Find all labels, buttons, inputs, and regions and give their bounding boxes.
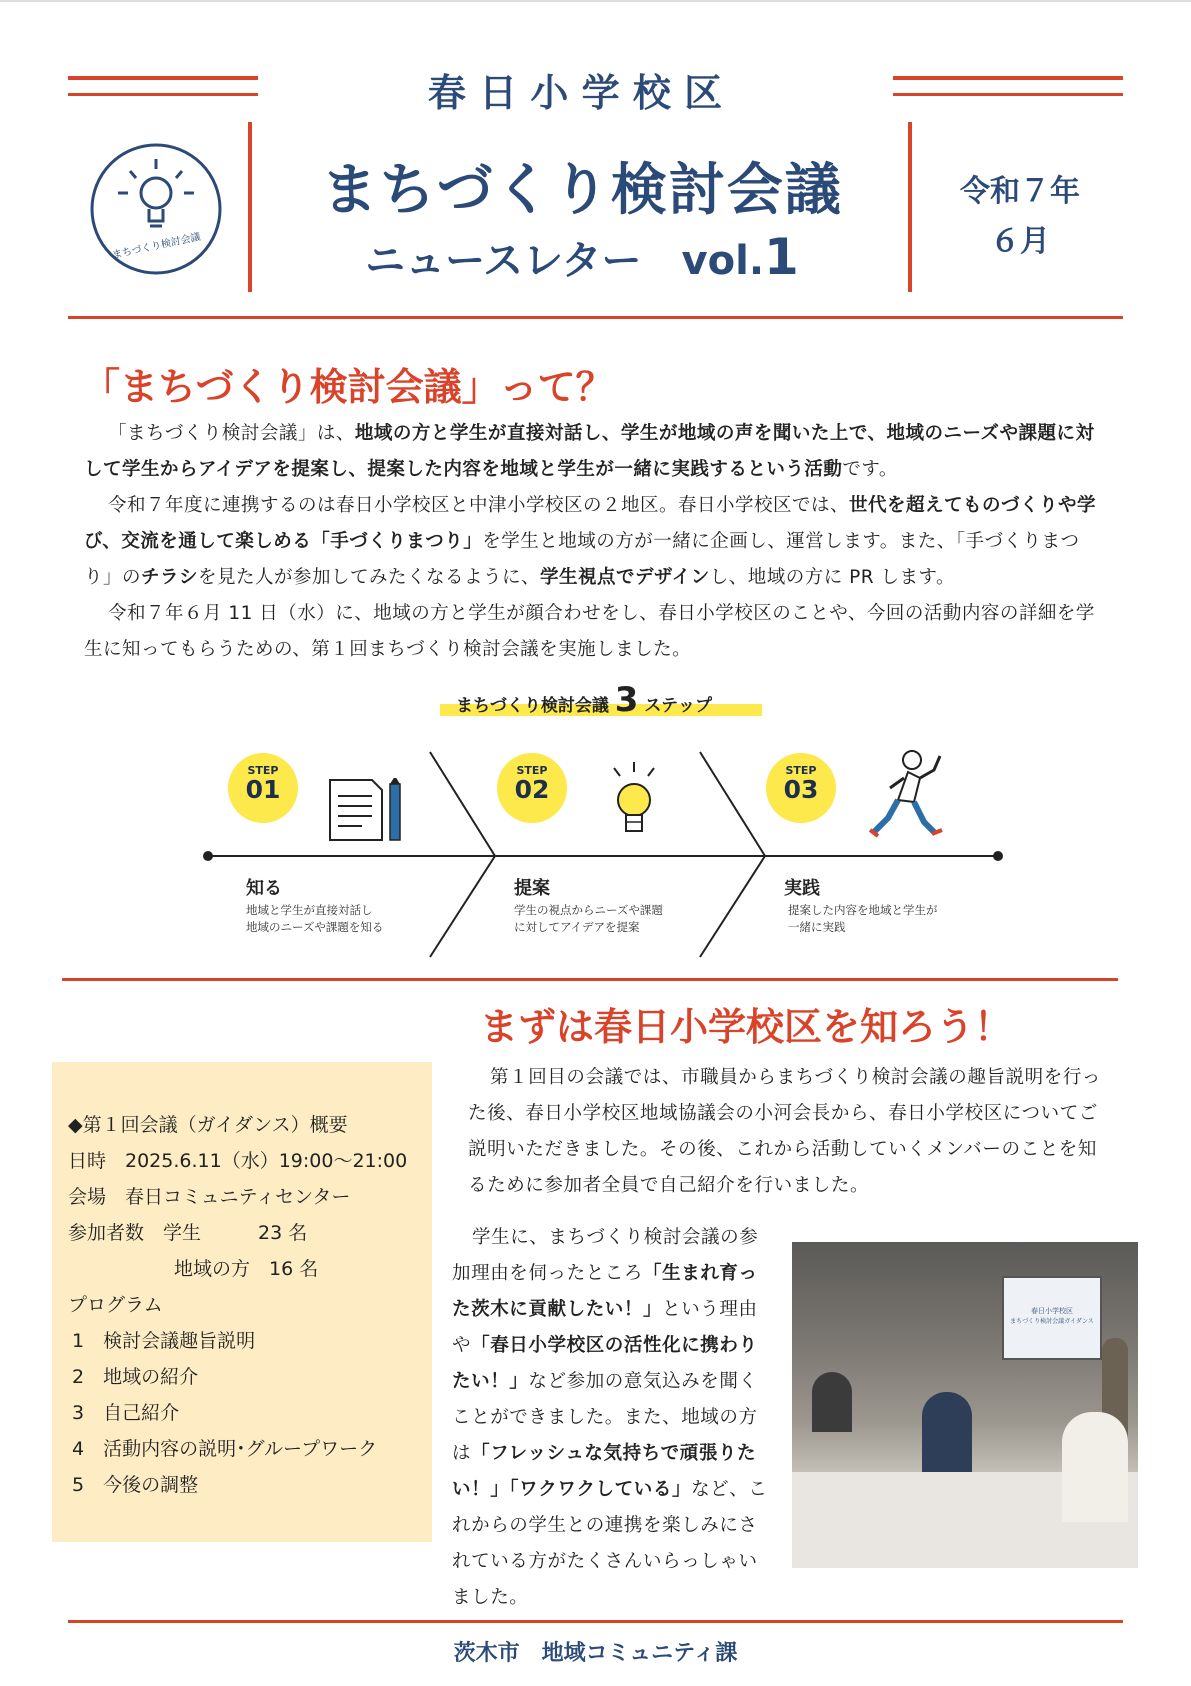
step-1-label: STEP (247, 764, 279, 777)
step-3-title: 実践 (784, 878, 820, 899)
step-1-desc-2: 地域のニーズや課題を知る (246, 920, 384, 934)
projector-screen (1002, 1276, 1102, 1360)
footer-rule (68, 1620, 1123, 1623)
step-3-desc-1: 提案した内容を地域と学生が (788, 903, 938, 917)
summary-venue: 会場 春日コミュニティセンター (68, 1186, 351, 1208)
step-1-number: 01 (245, 775, 281, 804)
step-3-desc-2: 一緒に実践 (788, 920, 846, 934)
s2p2-text-a: 学生に、まちづくり検討会議の参加理由を伺ったところ (452, 1227, 759, 1284)
header-divider-left (248, 122, 252, 292)
program-item-1: 1 検討会議趣旨説明 (72, 1330, 256, 1352)
newsletter-title (262, 228, 902, 286)
p1-text-a: 「まちづくり検討会議」は、 (108, 423, 355, 444)
issue-month: ６月 (990, 224, 1050, 259)
person-seated-1 (922, 1392, 972, 1472)
section1-paragraph-3: 令和７年６月 11 日（水）に、地域の方と学生が顔合わせをし、春日小学校区のことや、今回の活動内容の詳細を学生に知ってもらうための、第１回まちづくり検討会議を実施しました。 (84, 603, 1095, 660)
section-divider (62, 978, 1118, 981)
summary-participants-students: 参加者数 学生 23 名 (68, 1222, 308, 1244)
step-1-title: 知る (246, 878, 282, 899)
issue-year: 令和７年 (960, 174, 1080, 209)
person-seated-2 (1062, 1412, 1128, 1522)
step-3-number: 03 (783, 775, 819, 804)
section2-paragraph-2 (452, 1220, 772, 1616)
section1-heading: 「まちづくり検討会議」って？ (82, 365, 614, 409)
volume-number: 1 (764, 228, 799, 286)
logo (88, 141, 224, 277)
s2p2-text-g: など、これからの学生との連携を楽しみにされている方がたくさんいらっしゃいました。 (452, 1479, 768, 1608)
program-item-3: 3 自己紹介 (72, 1402, 180, 1424)
header-rule-left-1 (68, 76, 258, 80)
step-2-desc-1: 学生の視点からニーズや課題 (514, 903, 663, 917)
header-rule-left-2 (68, 93, 258, 96)
section2-heading: まずは春日小学校区を知ろう！ (480, 1005, 1013, 1049)
header-divider-right (908, 122, 912, 292)
p2-text-e: を見た人が参加してみたくなるように、 (198, 567, 541, 588)
lightbulb-icon (604, 760, 664, 844)
screen-line-1: 春日小学校区 (1031, 1307, 1073, 1315)
p2-text-g: し、地域の方に PR します。 (709, 567, 956, 588)
header-rule-right-2 (893, 93, 1123, 96)
program-item-5: 5 今後の調整 (72, 1474, 199, 1496)
header-bottom-rule (68, 316, 1123, 319)
banner-number: 3 (614, 680, 639, 720)
summary-title: ◆第１回会議（ガイダンス）概要 (68, 1114, 348, 1136)
logo-text: まちづくり検討会議 (111, 231, 202, 262)
meeting-photo (792, 1242, 1138, 1568)
running-person-icon (868, 748, 948, 848)
step-3-badge (766, 753, 836, 823)
top-border (0, 0, 1191, 2)
step-1-badge (228, 753, 298, 823)
p1-text-c: です。 (842, 459, 898, 480)
p2-text-bold-2: チラシ (141, 567, 199, 588)
step-2-number: 02 (514, 775, 550, 804)
s2p2-bold-3: 「フレッシュな気持ちで頑張りたい！」「ワクワクしている」 (452, 1443, 757, 1500)
s2p2-text-e: など参加の意気込みを聞くことができました。また、地域の方は (452, 1371, 758, 1464)
newsletter-label: ニュースレター vol. (365, 238, 765, 284)
program-item-4: 4 活動内容の説明･グループワーク (72, 1438, 378, 1460)
p2-text-bold-3: 学生視点でデザイン (540, 567, 710, 588)
section1-paragraph-2 (84, 488, 1104, 596)
banner-text-a: まちづくり検討会議 (456, 696, 609, 716)
section1-paragraph-1 (84, 416, 1104, 488)
person-seated-3 (812, 1372, 852, 1432)
p1-text-bold: 地域の方と学生が直接対話し、学生が地域の声を聞いた上で、地域のニーズや課題に対して学生からアイデアを提案し、提案した内容を地域と学生が一緒に実践するという活動 (84, 423, 1095, 480)
screen-line-2: まちづくり検討会議ガイダンス (1010, 1318, 1094, 1325)
step-1-desc-1: 地域と学生が直接対話し (246, 903, 373, 917)
district-title: 春 日 小 学 校 区 (427, 71, 723, 115)
step-3-label: STEP (785, 764, 817, 777)
p2-text-c: を学生と地域の方が一緒に企画し、運営します。また、「手づくりまつり」の (84, 531, 1080, 588)
section2-paragraph-1: 第１回目の会議では、市職員からまちづくり検討会議の趣旨説明を行った後、春日小学校区地域協議会の小河会長から、春日小学校区についてご説明いただきました。その後、これから活動していくメンバーのことを知るために参加者全員で自己紹介を行いました。 (468, 1067, 1102, 1196)
step-2-title: 提案 (514, 878, 550, 899)
summary-program-label: プログラム (68, 1294, 163, 1316)
header-rule-right-1 (893, 76, 1123, 80)
banner-text-b: ステップ (644, 696, 713, 716)
p2-text-bold-1: 世代を超えてものづくりや学び、交流を通して楽しめる「手づくりまつり」 (84, 495, 1097, 552)
summary-datetime: 日時 2025.6.11（水）19:00～21:00 (68, 1150, 408, 1172)
s2p2-bold-2: 「春日小学校区の活性化に携わりたい！」 (452, 1335, 758, 1392)
s2p2-bold-1: 「生まれ育った茨木に貢献したい！」 (452, 1263, 758, 1320)
meeting-summary-box (52, 1062, 432, 1542)
step-2-badge (497, 753, 567, 823)
step-2-desc-2: に対してアイデアを提案 (514, 920, 640, 934)
document-pencil-icon (328, 778, 408, 844)
p2-text-a: 令和７年度に連携するのは春日小学校区と中津小学校区の２地区。春日小学校区では、 (108, 495, 850, 516)
main-title: まちづくり検討会議 (321, 158, 843, 223)
step-2-label: STEP (516, 764, 548, 777)
banner-text (456, 680, 712, 720)
s2p2-text-c: という理由や (452, 1299, 758, 1356)
summary-participants-locals: 地域の方 16 名 (174, 1258, 319, 1280)
steps-banner (440, 680, 762, 720)
footer-department: 茨木市 地域コミュニティ課 (453, 1641, 738, 1666)
program-item-2: 2 地域の紹介 (72, 1366, 199, 1388)
